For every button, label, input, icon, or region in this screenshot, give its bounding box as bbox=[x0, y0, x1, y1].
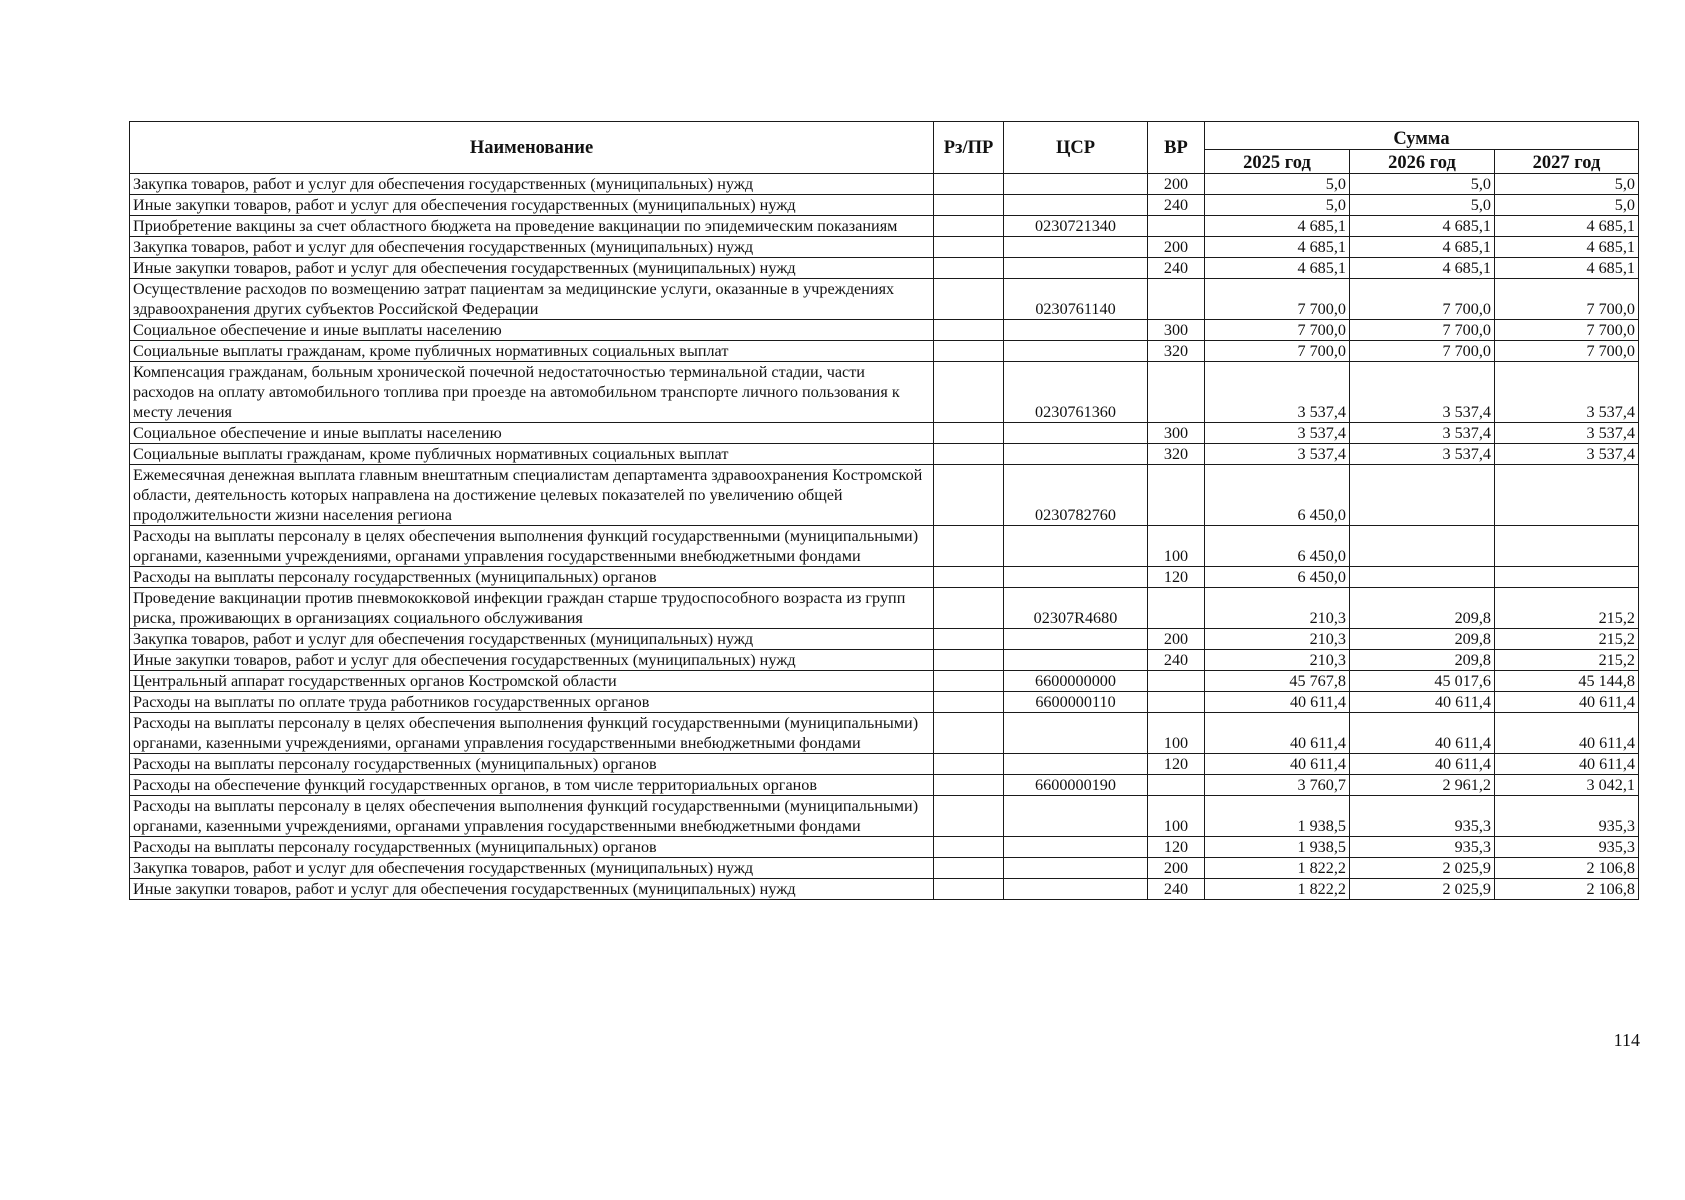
cell-vr bbox=[1148, 465, 1205, 526]
cell-csr bbox=[1004, 650, 1148, 671]
cell-2027: 5,0 bbox=[1495, 195, 1639, 216]
cell-csr: 0230761360 bbox=[1004, 362, 1148, 423]
cell-2025: 7 700,0 bbox=[1205, 320, 1350, 341]
cell-name: Расходы на выплаты персоналу государственных (муниципальных) органов bbox=[130, 567, 934, 588]
cell-2026: 7 700,0 bbox=[1350, 341, 1495, 362]
cell-name: Социальное обеспечение и иные выплаты населению bbox=[130, 320, 934, 341]
cell-2025: 1 822,2 bbox=[1205, 858, 1350, 879]
cell-rzpr bbox=[934, 444, 1004, 465]
table-row bbox=[130, 258, 1639, 279]
cell-name: Закупка товаров, работ и услуг для обеспечения государственных (муниципальных) нужд bbox=[130, 237, 934, 258]
cell-2025: 210,3 bbox=[1205, 588, 1350, 629]
cell-2025: 5,0 bbox=[1205, 195, 1350, 216]
cell-vr: 100 bbox=[1148, 796, 1205, 837]
cell-csr: 0230721340 bbox=[1004, 216, 1148, 237]
cell-rzpr bbox=[934, 258, 1004, 279]
cell-csr bbox=[1004, 341, 1148, 362]
cell-vr: 200 bbox=[1148, 237, 1205, 258]
cell-rzpr bbox=[934, 879, 1004, 900]
table-row bbox=[130, 216, 1639, 237]
cell-csr: 6600000110 bbox=[1004, 692, 1148, 713]
cell-2027: 215,2 bbox=[1495, 588, 1639, 629]
cell-rzpr bbox=[934, 754, 1004, 775]
table-row bbox=[130, 837, 1639, 858]
cell-csr bbox=[1004, 713, 1148, 754]
cell-name: Закупка товаров, работ и услуг для обеспечения государственных (муниципальных) нужд bbox=[130, 858, 934, 879]
cell-csr bbox=[1004, 258, 1148, 279]
cell-2025: 3 537,4 bbox=[1205, 362, 1350, 423]
cell-2026: 4 685,1 bbox=[1350, 237, 1495, 258]
cell-name: Закупка товаров, работ и услуг для обеспечения государственных (муниципальных) нужд bbox=[130, 174, 934, 195]
cell-2027: 3 537,4 bbox=[1495, 423, 1639, 444]
cell-name: Приобретение вакцины за счет областного бюджета на проведение вакцинации по эпидемическим показаниям bbox=[130, 216, 934, 237]
cell-2026: 40 611,4 bbox=[1350, 692, 1495, 713]
cell-2027 bbox=[1495, 526, 1639, 567]
cell-2026: 209,8 bbox=[1350, 588, 1495, 629]
cell-name: Социальные выплаты гражданам, кроме публичных нормативных социальных выплат bbox=[130, 444, 934, 465]
cell-csr bbox=[1004, 629, 1148, 650]
cell-rzpr bbox=[934, 195, 1004, 216]
cell-rzpr bbox=[934, 713, 1004, 754]
cell-2025: 1 938,5 bbox=[1205, 796, 1350, 837]
table-row bbox=[130, 279, 1639, 320]
table-header bbox=[130, 122, 1639, 174]
cell-rzpr bbox=[934, 341, 1004, 362]
table-row bbox=[130, 858, 1639, 879]
cell-2027 bbox=[1495, 567, 1639, 588]
cell-csr: 0230761140 bbox=[1004, 279, 1148, 320]
cell-2026: 2 961,2 bbox=[1350, 775, 1495, 796]
cell-2026: 3 537,4 bbox=[1350, 423, 1495, 444]
cell-2025: 5,0 bbox=[1205, 174, 1350, 195]
cell-vr: 120 bbox=[1148, 837, 1205, 858]
cell-vr: 120 bbox=[1148, 567, 1205, 588]
budget-table bbox=[129, 121, 1639, 900]
cell-2027: 2 106,8 bbox=[1495, 879, 1639, 900]
header-vr: ВР bbox=[1148, 122, 1205, 174]
cell-2026: 45 017,6 bbox=[1350, 671, 1495, 692]
cell-name: Расходы на выплаты персоналу государственных (муниципальных) органов bbox=[130, 837, 934, 858]
cell-2026: 5,0 bbox=[1350, 174, 1495, 195]
table-row bbox=[130, 775, 1639, 796]
table-row bbox=[130, 567, 1639, 588]
cell-2026: 4 685,1 bbox=[1350, 216, 1495, 237]
cell-csr bbox=[1004, 444, 1148, 465]
cell-rzpr bbox=[934, 465, 1004, 526]
cell-rzpr bbox=[934, 216, 1004, 237]
table-row bbox=[130, 526, 1639, 567]
table-row bbox=[130, 423, 1639, 444]
cell-2026: 2 025,9 bbox=[1350, 858, 1495, 879]
cell-2025: 7 700,0 bbox=[1205, 279, 1350, 320]
cell-2027: 7 700,0 bbox=[1495, 341, 1639, 362]
cell-2027 bbox=[1495, 465, 1639, 526]
cell-csr: 02307R4680 bbox=[1004, 588, 1148, 629]
cell-2027: 5,0 bbox=[1495, 174, 1639, 195]
header-name: Наименование bbox=[130, 122, 934, 174]
cell-vr: 240 bbox=[1148, 879, 1205, 900]
cell-csr bbox=[1004, 754, 1148, 775]
cell-2027: 935,3 bbox=[1495, 796, 1639, 837]
cell-vr bbox=[1148, 279, 1205, 320]
cell-csr bbox=[1004, 174, 1148, 195]
cell-csr bbox=[1004, 567, 1148, 588]
cell-2025: 7 700,0 bbox=[1205, 341, 1350, 362]
cell-2025: 210,3 bbox=[1205, 629, 1350, 650]
cell-2025: 6 450,0 bbox=[1205, 465, 1350, 526]
cell-rzpr bbox=[934, 362, 1004, 423]
cell-vr: 320 bbox=[1148, 444, 1205, 465]
cell-vr: 240 bbox=[1148, 195, 1205, 216]
cell-2025: 40 611,4 bbox=[1205, 692, 1350, 713]
cell-2027: 3 537,4 bbox=[1495, 362, 1639, 423]
cell-2025: 45 767,8 bbox=[1205, 671, 1350, 692]
cell-rzpr bbox=[934, 588, 1004, 629]
cell-2025: 40 611,4 bbox=[1205, 754, 1350, 775]
cell-rzpr bbox=[934, 837, 1004, 858]
cell-vr: 200 bbox=[1148, 174, 1205, 195]
table-body bbox=[130, 174, 1639, 900]
cell-2026: 40 611,4 bbox=[1350, 713, 1495, 754]
cell-name: Иные закупки товаров, работ и услуг для обеспечения государственных (муниципальных) нужд bbox=[130, 258, 934, 279]
cell-2025: 1 822,2 bbox=[1205, 879, 1350, 900]
cell-vr: 300 bbox=[1148, 423, 1205, 444]
cell-csr bbox=[1004, 423, 1148, 444]
cell-name: Закупка товаров, работ и услуг для обеспечения государственных (муниципальных) нужд bbox=[130, 629, 934, 650]
cell-vr: 200 bbox=[1148, 858, 1205, 879]
header-year-2025: 2025 год bbox=[1205, 150, 1350, 174]
cell-2026: 935,3 bbox=[1350, 837, 1495, 858]
table-row bbox=[130, 588, 1639, 629]
cell-rzpr bbox=[934, 320, 1004, 341]
cell-2025: 4 685,1 bbox=[1205, 258, 1350, 279]
cell-2025: 4 685,1 bbox=[1205, 237, 1350, 258]
cell-csr bbox=[1004, 320, 1148, 341]
cell-csr: 6600000190 bbox=[1004, 775, 1148, 796]
cell-vr: 120 bbox=[1148, 754, 1205, 775]
cell-2026: 40 611,4 bbox=[1350, 754, 1495, 775]
cell-vr: 240 bbox=[1148, 258, 1205, 279]
table-row bbox=[130, 879, 1639, 900]
cell-name: Иные закупки товаров, работ и услуг для обеспечения государственных (муниципальных) нужд bbox=[130, 650, 934, 671]
cell-2025: 6 450,0 bbox=[1205, 567, 1350, 588]
cell-2027: 3 537,4 bbox=[1495, 444, 1639, 465]
cell-rzpr bbox=[934, 526, 1004, 567]
cell-2026: 7 700,0 bbox=[1350, 279, 1495, 320]
cell-csr bbox=[1004, 195, 1148, 216]
cell-2026: 7 700,0 bbox=[1350, 320, 1495, 341]
cell-name: Проведение вакцинации против пневмококковой инфекции граждан старше трудоспособного возраста из групп риска, проживающих в организациях социального обслуживания bbox=[130, 588, 934, 629]
table-row bbox=[130, 796, 1639, 837]
cell-vr bbox=[1148, 216, 1205, 237]
cell-2025: 40 611,4 bbox=[1205, 713, 1350, 754]
cell-name: Расходы на обеспечение функций государственных органов, в том числе территориальных органов bbox=[130, 775, 934, 796]
cell-2027: 4 685,1 bbox=[1495, 216, 1639, 237]
cell-rzpr bbox=[934, 567, 1004, 588]
cell-2026 bbox=[1350, 465, 1495, 526]
header-year-2026: 2026 год bbox=[1350, 150, 1495, 174]
cell-2027: 40 611,4 bbox=[1495, 754, 1639, 775]
cell-2026: 935,3 bbox=[1350, 796, 1495, 837]
cell-2027: 935,3 bbox=[1495, 837, 1639, 858]
cell-2026: 3 537,4 bbox=[1350, 444, 1495, 465]
table-row bbox=[130, 465, 1639, 526]
cell-name: Иные закупки товаров, работ и услуг для обеспечения государственных (муниципальных) нужд bbox=[130, 195, 934, 216]
cell-2025: 210,3 bbox=[1205, 650, 1350, 671]
cell-vr: 100 bbox=[1148, 713, 1205, 754]
cell-vr bbox=[1148, 692, 1205, 713]
table-row bbox=[130, 629, 1639, 650]
cell-name: Расходы на выплаты персоналу государственных (муниципальных) органов bbox=[130, 754, 934, 775]
cell-csr bbox=[1004, 237, 1148, 258]
header-sum: Сумма bbox=[1205, 122, 1639, 150]
cell-2027: 2 106,8 bbox=[1495, 858, 1639, 879]
cell-2026: 209,8 bbox=[1350, 650, 1495, 671]
cell-2026: 3 537,4 bbox=[1350, 362, 1495, 423]
cell-name: Расходы на выплаты персоналу в целях обеспечения выполнения функций государственными (муниципальными) органами, казенными учреждениями, органами управления государственными внебюджетными фондами bbox=[130, 796, 934, 837]
table-row bbox=[130, 650, 1639, 671]
header-csr: ЦСР bbox=[1004, 122, 1148, 174]
cell-name: Социальное обеспечение и иные выплаты населению bbox=[130, 423, 934, 444]
cell-2027: 3 042,1 bbox=[1495, 775, 1639, 796]
cell-2025: 6 450,0 bbox=[1205, 526, 1350, 567]
cell-name: Компенсация гражданам, больным хронической почечной недостаточностью терминальной стадии, части расходов на оплату автомобильного топлива при проезде на автомобильном транспорте личного пользования к месту лечения bbox=[130, 362, 934, 423]
table-row bbox=[130, 362, 1639, 423]
cell-2025: 4 685,1 bbox=[1205, 216, 1350, 237]
cell-csr bbox=[1004, 796, 1148, 837]
cell-2025: 1 938,5 bbox=[1205, 837, 1350, 858]
cell-name: Ежемесячная денежная выплата главным внештатным специалистам департамента здравоохранения Костромской области, деятельность которых направлена на достижение целевых показателей по увеличению общей продолжительности жизни населения региона bbox=[130, 465, 934, 526]
cell-2027: 40 611,4 bbox=[1495, 692, 1639, 713]
cell-vr bbox=[1148, 671, 1205, 692]
cell-rzpr bbox=[934, 692, 1004, 713]
table-row bbox=[130, 341, 1639, 362]
cell-2026: 5,0 bbox=[1350, 195, 1495, 216]
cell-rzpr bbox=[934, 858, 1004, 879]
cell-name: Расходы на выплаты персоналу в целях обеспечения выполнения функций государственными (муниципальными) органами, казенными учреждениями, органами управления государственными внебюджетными фондами bbox=[130, 526, 934, 567]
cell-2027: 45 144,8 bbox=[1495, 671, 1639, 692]
cell-name: Расходы на выплаты персоналу в целях обеспечения выполнения функций государственными (муниципальными) органами, казенными учреждениями, органами управления государственными внебюджетными фондами bbox=[130, 713, 934, 754]
table-row bbox=[130, 174, 1639, 195]
header-year-2027: 2027 год bbox=[1495, 150, 1639, 174]
cell-rzpr bbox=[934, 796, 1004, 837]
cell-vr: 300 bbox=[1148, 320, 1205, 341]
cell-2026: 4 685,1 bbox=[1350, 258, 1495, 279]
cell-name: Иные закупки товаров, работ и услуг для обеспечения государственных (муниципальных) нужд bbox=[130, 879, 934, 900]
cell-2026: 2 025,9 bbox=[1350, 879, 1495, 900]
cell-vr bbox=[1148, 362, 1205, 423]
cell-rzpr bbox=[934, 237, 1004, 258]
cell-csr: 6600000000 bbox=[1004, 671, 1148, 692]
table-row bbox=[130, 237, 1639, 258]
table-row bbox=[130, 692, 1639, 713]
cell-csr bbox=[1004, 837, 1148, 858]
cell-csr bbox=[1004, 858, 1148, 879]
cell-rzpr bbox=[934, 423, 1004, 444]
table-row bbox=[130, 195, 1639, 216]
cell-2027: 215,2 bbox=[1495, 650, 1639, 671]
cell-name: Центральный аппарат государственных органов Костромской области bbox=[130, 671, 934, 692]
table-row bbox=[130, 754, 1639, 775]
cell-2025: 3 537,4 bbox=[1205, 444, 1350, 465]
cell-vr: 320 bbox=[1148, 341, 1205, 362]
cell-vr bbox=[1148, 775, 1205, 796]
cell-vr: 200 bbox=[1148, 629, 1205, 650]
cell-rzpr bbox=[934, 629, 1004, 650]
cell-2027: 215,2 bbox=[1495, 629, 1639, 650]
cell-csr: 0230782760 bbox=[1004, 465, 1148, 526]
cell-name: Расходы на выплаты по оплате труда работников государственных органов bbox=[130, 692, 934, 713]
cell-2027: 40 611,4 bbox=[1495, 713, 1639, 754]
cell-2027: 4 685,1 bbox=[1495, 237, 1639, 258]
cell-2027: 7 700,0 bbox=[1495, 279, 1639, 320]
cell-rzpr bbox=[934, 279, 1004, 320]
cell-csr bbox=[1004, 879, 1148, 900]
cell-2027: 7 700,0 bbox=[1495, 320, 1639, 341]
cell-2025: 3 537,4 bbox=[1205, 423, 1350, 444]
cell-2025: 3 760,7 bbox=[1205, 775, 1350, 796]
cell-rzpr bbox=[934, 775, 1004, 796]
cell-name: Социальные выплаты гражданам, кроме публичных нормативных социальных выплат bbox=[130, 341, 934, 362]
cell-name: Осуществление расходов по возмещению затрат пациентам за медицинские услуги, оказанные в учреждениях здравоохранения других субъектов Российской Федерации bbox=[130, 279, 934, 320]
cell-2026 bbox=[1350, 567, 1495, 588]
table-row bbox=[130, 320, 1639, 341]
cell-rzpr bbox=[934, 174, 1004, 195]
header-rzpr: Рз/ПР bbox=[934, 122, 1004, 174]
cell-rzpr bbox=[934, 650, 1004, 671]
cell-vr: 240 bbox=[1148, 650, 1205, 671]
table-row bbox=[130, 713, 1639, 754]
cell-rzpr bbox=[934, 671, 1004, 692]
table-row bbox=[130, 444, 1639, 465]
cell-vr: 100 bbox=[1148, 526, 1205, 567]
cell-2027: 4 685,1 bbox=[1495, 258, 1639, 279]
cell-csr bbox=[1004, 526, 1148, 567]
page-number: 114 bbox=[1613, 1030, 1640, 1050]
cell-2026 bbox=[1350, 526, 1495, 567]
cell-2026: 209,8 bbox=[1350, 629, 1495, 650]
table-row bbox=[130, 671, 1639, 692]
cell-vr bbox=[1148, 588, 1205, 629]
